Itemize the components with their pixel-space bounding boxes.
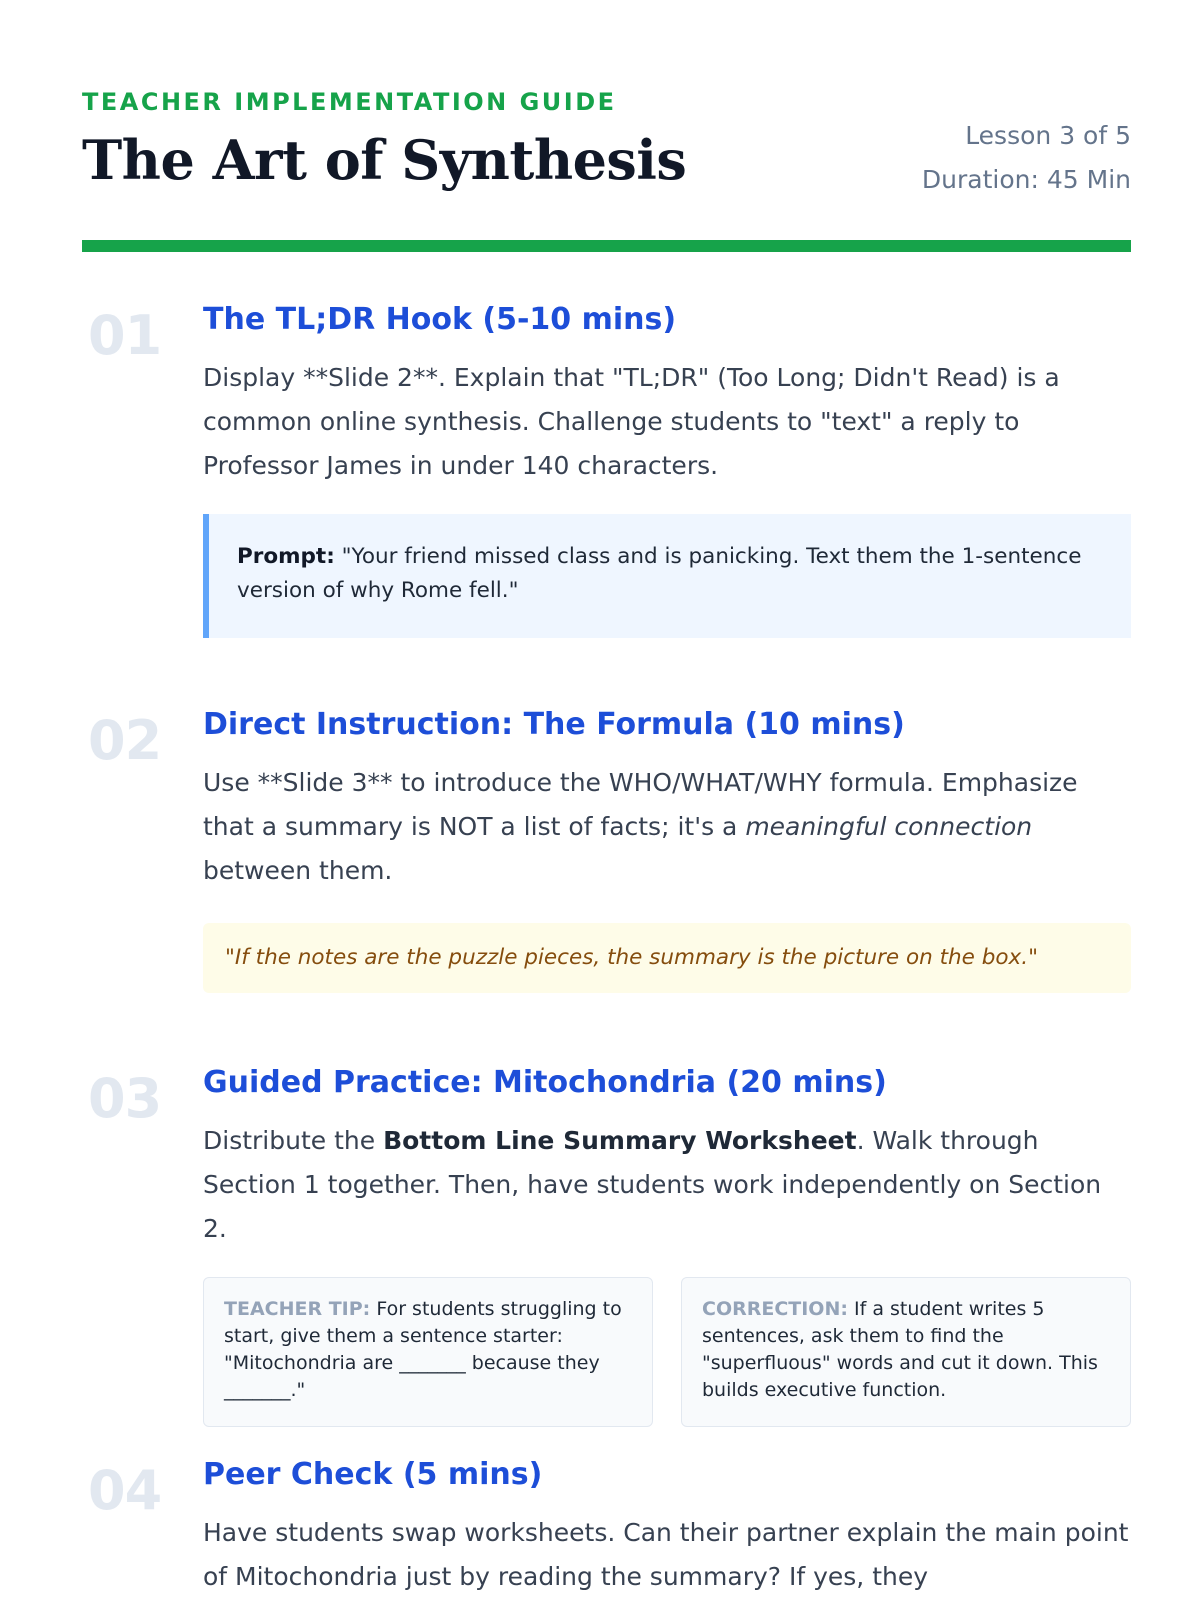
prompt-label: Prompt: xyxy=(237,544,335,569)
section-title: Guided Practice: Mitochondria (20 mins) xyxy=(203,1065,887,1100)
section-body xyxy=(203,1455,1131,1599)
section-number: 01 xyxy=(88,304,162,367)
teacher-tip-card xyxy=(203,1277,653,1427)
correction-text: If a student writes 5 sentences, ask them to find the "superfluous" words and cut it down. This builds executive function. xyxy=(702,1298,1098,1401)
prompt-callout xyxy=(203,514,1131,638)
section-body xyxy=(203,705,1131,993)
correction-card xyxy=(681,1277,1131,1427)
section-number: 02 xyxy=(88,709,162,772)
section-text-part: between them. xyxy=(203,856,393,885)
lesson-meta xyxy=(922,114,1131,202)
teacher-tip-text: For students struggling to start, give them a sentence starter: "Mitochondria are _______ because they _______." xyxy=(224,1298,622,1401)
section-text: Have students swap worksheets. Can their partner explain the main point of Mitochondria just by reading the summary? If yes, they xyxy=(203,1518,1129,1591)
tips-row xyxy=(203,1277,1131,1427)
worksheet-name: Bottom Line Summary Worksheet xyxy=(383,1126,857,1155)
section-text xyxy=(203,761,1131,893)
teacher-tip-label: TEACHER TIP: xyxy=(224,1298,371,1320)
section-text-part: . Walk through Section 1 together. Then, have students work independently on Section 2. xyxy=(203,1126,1102,1243)
correction-label: CORRECTION: xyxy=(702,1298,848,1320)
prompt-text: "Your friend missed class and is panicking. Text them the 1-sentence version of why Rome fell." xyxy=(237,544,1082,603)
page-title: The Art of Synthesis xyxy=(82,128,687,192)
section-text xyxy=(203,1119,1131,1251)
lesson-duration: Duration: 45 Min xyxy=(921,165,1131,194)
section-number: 03 xyxy=(88,1067,162,1130)
section-title: Direct Instruction: The Formula (10 mins) xyxy=(203,707,905,742)
section-title: The TL;DR Hook (5-10 mins) xyxy=(203,302,677,337)
emphasis-text: meaningful connection xyxy=(745,812,1033,841)
section-number: 04 xyxy=(88,1459,162,1522)
header-divider xyxy=(82,240,1131,252)
section-text-part: Use **Slide 3** to introduce the WHO/WHAT/WHY formula. Emphasize that a summary is NOT a list of facts; it's a xyxy=(203,768,1078,841)
section-text: Display **Slide 2**. Explain that "TL;DR" (Too Long; Didn't Read) is a common online synthesis. Challenge students to "text" a reply to Professor James in under 140 characters. xyxy=(203,363,1060,480)
section-text-part: Distribute the xyxy=(203,1126,384,1155)
section-body xyxy=(203,300,1131,638)
lesson-number: Lesson 3 of 5 xyxy=(965,121,1131,150)
section-body xyxy=(203,1063,1131,1427)
quote-callout: "If the notes are the puzzle pieces, the summary is the picture on the box." xyxy=(203,923,1131,993)
section-title: Peer Check (5 mins) xyxy=(203,1457,543,1492)
header xyxy=(82,84,1131,254)
guide-kicker: TEACHER IMPLEMENTATION GUIDE xyxy=(82,88,617,116)
